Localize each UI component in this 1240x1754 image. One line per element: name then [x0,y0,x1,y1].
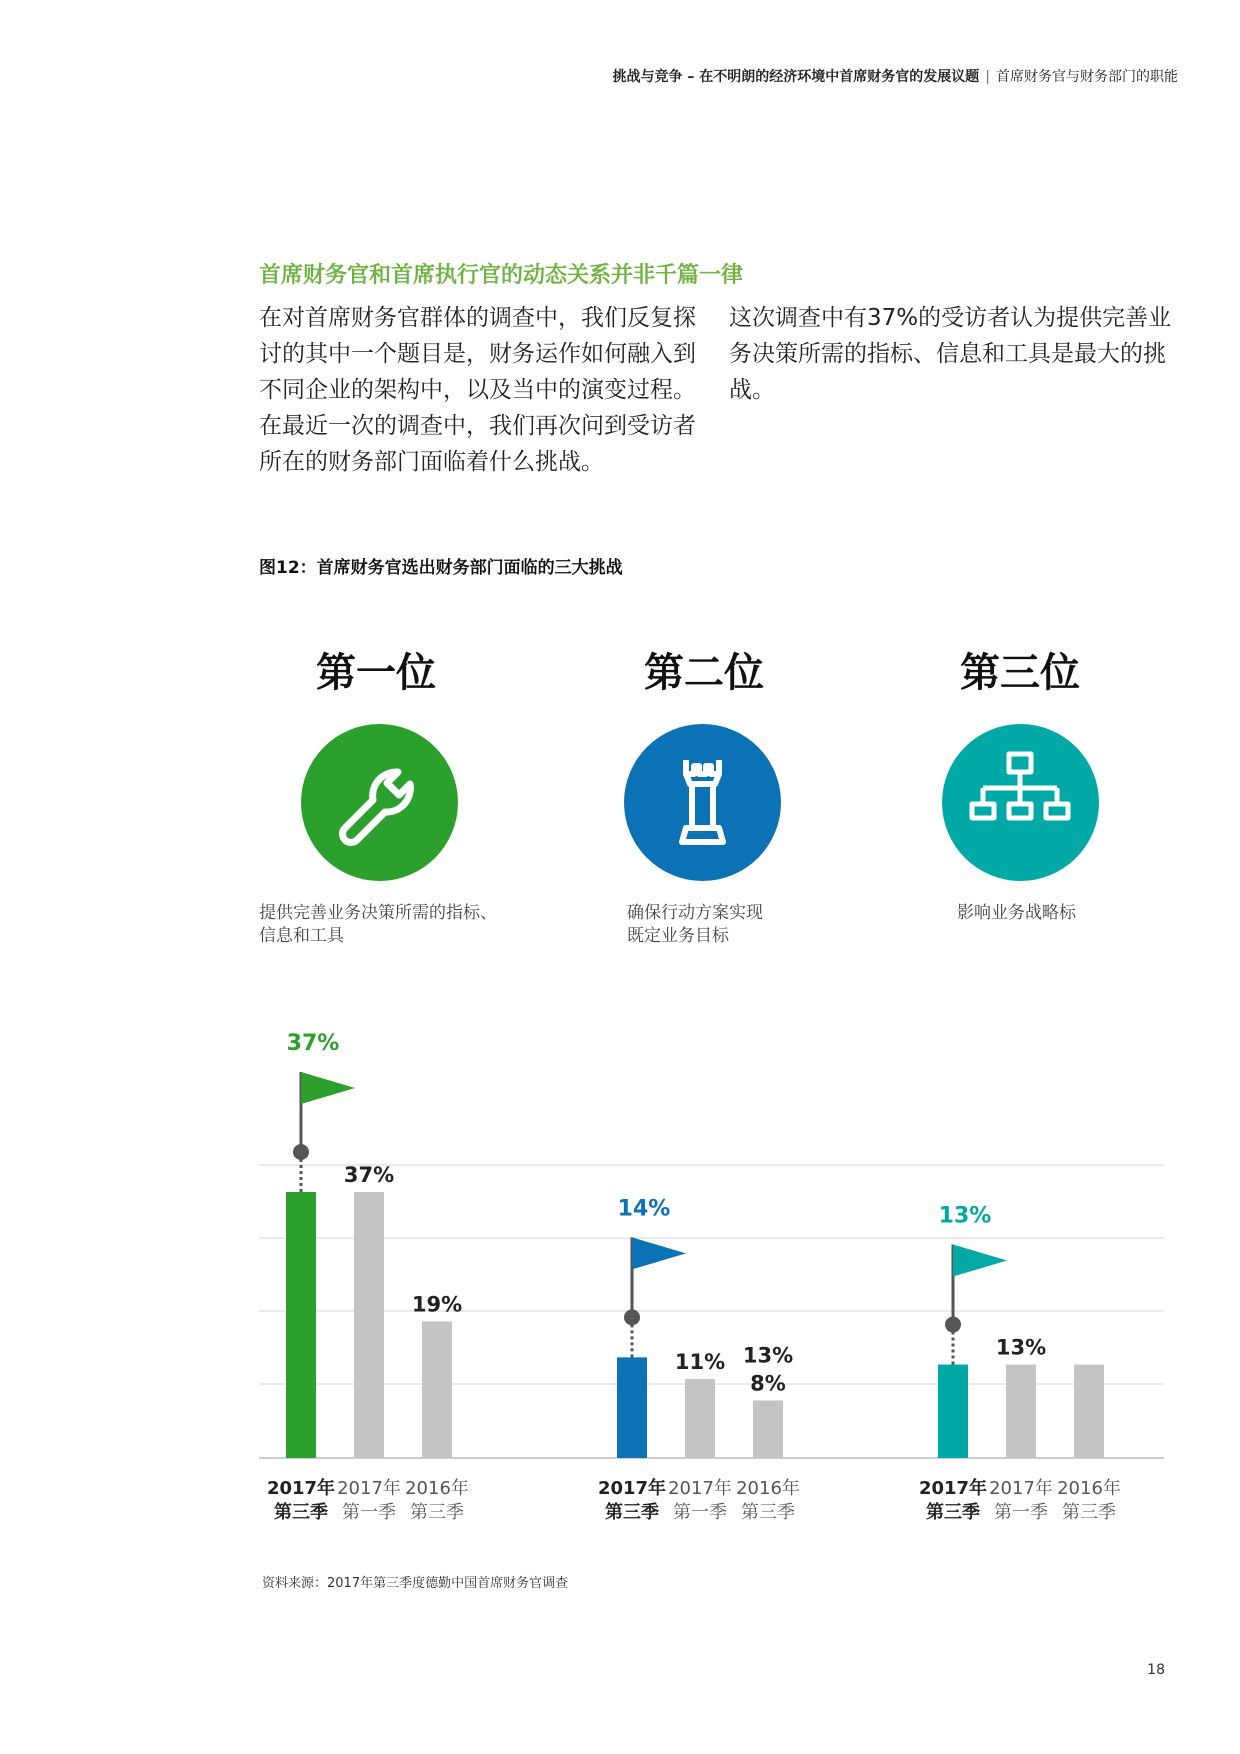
flag-value-label: 37% [286,1031,340,1056]
flag-value-label: 14% [617,1196,671,1222]
bar-value-label: 11% [674,1349,726,1374]
flag-value-label: 13% [938,1203,992,1229]
x-tick-label-season: 第三季 [741,1502,795,1523]
x-tick-label-year: 2017年 [668,1478,732,1499]
bar-g1-b1 [685,1379,715,1458]
x-tick-label-year: 2017年 [918,1478,988,1499]
flag-banner [632,1237,686,1269]
flag-banner [953,1245,1007,1277]
x-tick-label-year: 2016年 [405,1478,469,1499]
bar-value-label: 19% [411,1292,463,1317]
source-note: 资料来源：2017年第三季度德勤中国首席财务官调查 [262,1576,569,1591]
rank-third-label: 第三位 [960,650,1080,696]
bar-g2-b0 [938,1365,968,1458]
rank-third-desc-line1: 影响业务战略标 [957,903,1076,923]
x-tick-label-season: 第三季 [605,1502,659,1523]
bar-g0-b1 [354,1192,384,1458]
x-tick-label-year: 2017年 [337,1478,401,1499]
x-tick-label-year: 2017年 [597,1478,667,1499]
bar-g0-b2 [422,1321,452,1458]
page-number: 18 [1147,1662,1165,1678]
intro-paragraph-left: 在对首席财务官群体的调查中，我们反复探讨的其中一个题目是，财务运作如何融入到不同企业的架构中，以及当中的演变过程。在最近一次的调查中，我们再次问到受访者所在的财务部门面临着什么挑战。 [259,305,696,475]
x-tick-label-season: 第一季 [342,1502,396,1523]
x-tick-label-season: 第三季 [274,1502,328,1523]
rank-second-label: 第二位 [644,650,764,696]
x-tick-label-season: 第三季 [410,1502,464,1523]
rank-first-desc-line2: 信息和工具 [259,926,344,946]
section-title: 首席财务官和首席执行官的动态关系并非千篇一律 [259,263,744,288]
header-separator: | [985,69,990,85]
bar-extra-label: 13% [742,1343,794,1368]
flag-banner [301,1072,355,1104]
bar-g2-b1 [1006,1365,1036,1458]
x-tick-label-year: 2016年 [1057,1478,1121,1499]
intro-paragraph-right: 这次调查中有37%的受访者认为提供完善业务决策所需的指标、信息和工具是最大的挑战。 [729,305,1172,403]
x-tick-label-season: 第三季 [1062,1502,1116,1523]
rank-second-desc-line1: 确保行动方案实现 [627,903,763,923]
bar-g2-b2 [1074,1365,1104,1458]
x-tick-label-season: 第一季 [673,1502,727,1523]
rank-first-desc-line1: 提供完善业务决策所需的指标、 [259,903,497,923]
header-section: 首席财务官与财务部门的职能 [996,69,1178,85]
x-tick-label-season: 第三季 [926,1502,980,1523]
bar-g0-b0 [286,1192,316,1458]
rank-second-desc-line2: 既定业务目标 [627,926,729,946]
bar-value-label: 37% [343,1163,395,1187]
bar-value-label: 13% [995,1335,1047,1360]
x-tick-label-year: 2017年 [989,1478,1053,1499]
x-tick-label-season: 第一季 [994,1502,1048,1523]
bar-g1-b0 [617,1357,647,1458]
rank-first-label: 第一位 [316,650,436,696]
figure-title: 图12：首席财务官选出财务部门面临的三大挑战 [259,558,623,578]
bar-g1-b2 [753,1400,783,1458]
header-title: 挑战与竞争 – 在不明朗的经济环境中首席财务官的发展议题 [612,69,980,85]
x-tick-label-year: 2017年 [266,1478,336,1499]
bar-value-label: 8% [750,1371,786,1396]
x-tick-label-year: 2016年 [736,1478,800,1499]
